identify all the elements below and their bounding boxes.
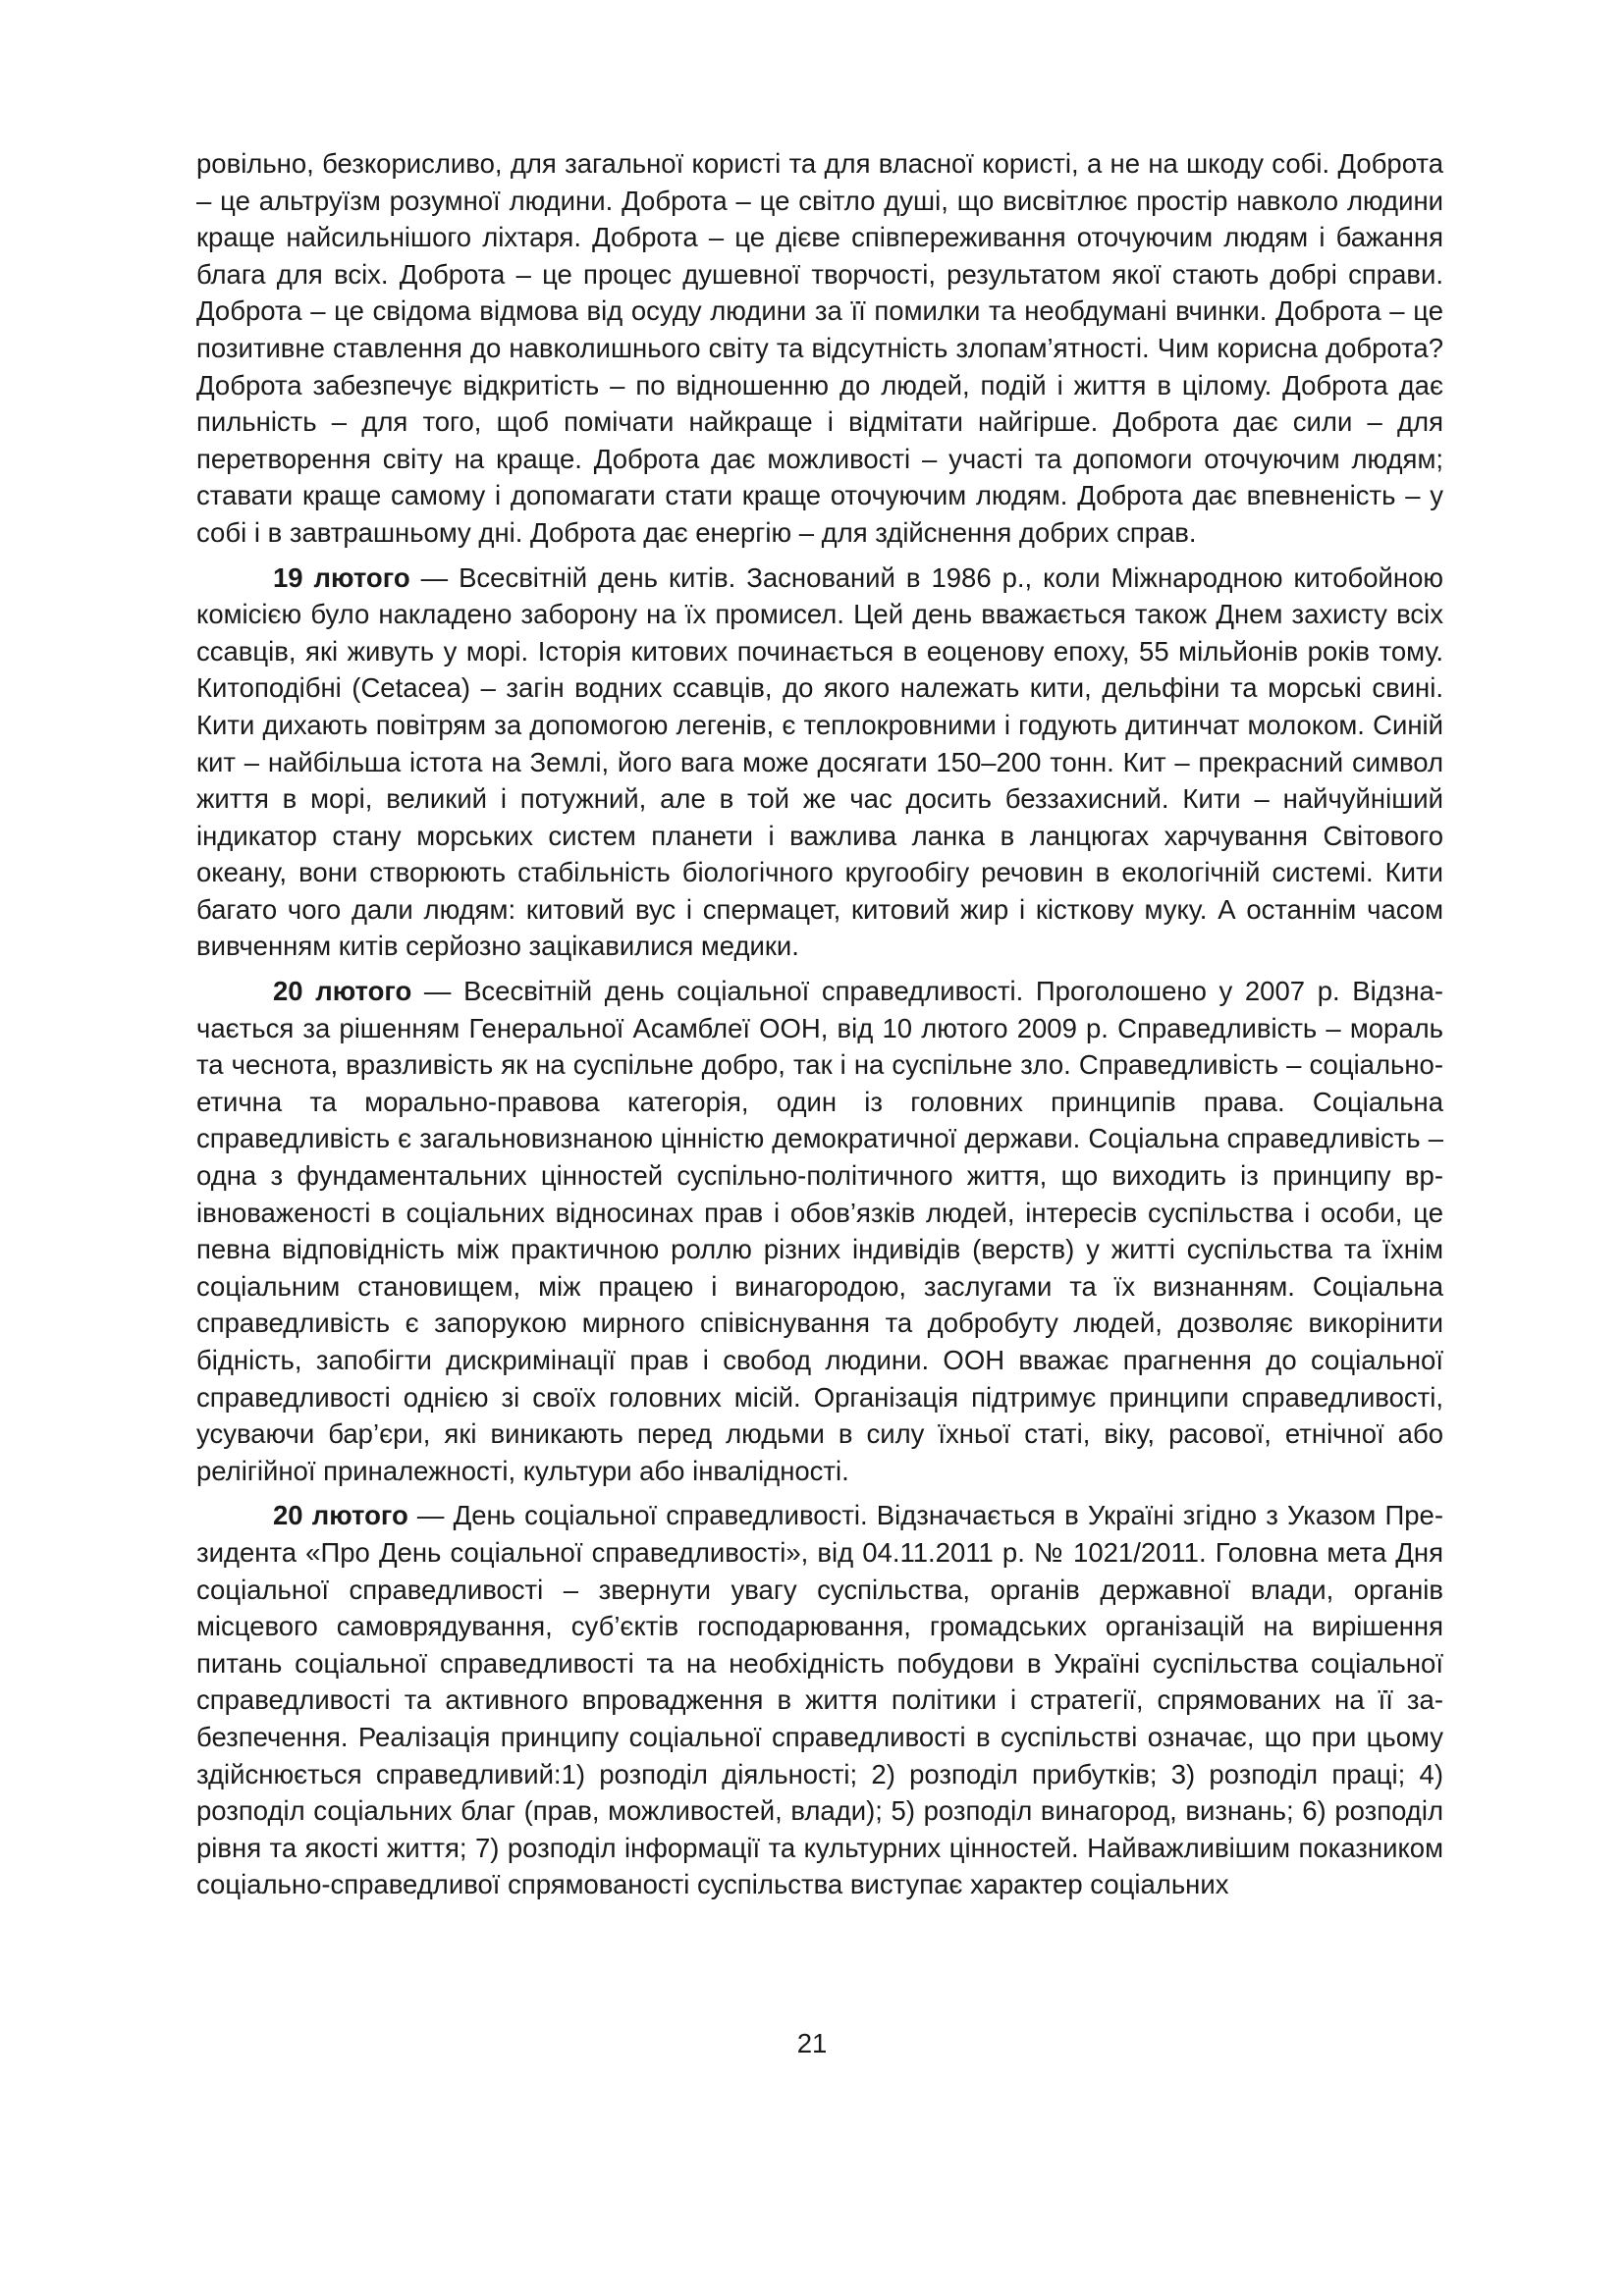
date-separator: — [407, 1500, 454, 1531]
paragraph-text: Всесвітній день китів. Заснований в 1986 р., коли Міжнародною китобойною комісією було накладено заборону на їх промисел. Цей день вважається також Днем захисту всіх ссавців, які живуть у морі. Історія китових починається в еоценову епоху, 55 мільйонів років тому. Китоподібні (Cetacea) – загін водних ссавців, до якого належать кити, дельфіни та морські свині. Кити дихають повітрям за допомогою легенів, є теплокровними і годують дитинчат молоком. Синій кит – найбільша істота на Землі, його вага може досягати 150–200 тонн. Кит – прекрасний символ життя в морі, великий і потужний, але в той же час досить беззахисний. Кити – найчуйніший індикатор стану морських систем планети і важлива ланка в ланцюгах харчування Світового океану, вони створюють стабільність біологічного кругообігу речовин в екологічній системі. Кити багато чого дали людям: китовий вус і спермацет, китовий жир і кісткову муку. А останнім часом вивченням китів серйозно зацікавилися медики. [196, 561, 1444, 962]
page-body [196, 145, 1443, 1903]
paragraph-ukraine-social-justice-day [196, 1497, 1443, 1903]
paragraph-date: 19 лютого [273, 561, 410, 593]
paragraph-date: 20 лютого [273, 1500, 408, 1531]
date-separator: — [409, 561, 460, 593]
page-number: 21 [796, 2028, 828, 2058]
date-separator: — [411, 976, 464, 1007]
paragraph-text: Всесвітній день соціальної справедливості. Проголошено у 2007 р. Відзначається за рішенням Генеральної Асамблеї ООН, від 10 лютого 2009 р. Справедливість – мораль та чеснота, вразливість як на суспільне добро, так і на суспільне зло. Справедливість – соціально-етична та морально-правова категорія, один із головних принципів права. Соціальна справедливість є загальновизнаною цінністю демократичної держави. Соціальна справедливість – одна з фундаментальних цінностей суспільно-політичного життя, що виходить із принципу врівноваженості в соціальних відносинах прав і обов’язків людей, інтересів суспільства і особи, це певна відповідність між практичною роллю різних індивідів (верств) у житті суспільства та їхнім соціальним становищем, між працею і винагородою, заслугами та їх визнанням. Соціальна справедливість є запорукою мирного співіснування та добробуту людей, дозволяє викорінити бідність, запобігти дискримінації прав і свобод людини. ООН вважає прагнення до соціальної справедливості однією зі своїх головних місій. Організація підтримує принципи справедливості, усуваючи бар’єри, які виникають перед людьми в силу їхньої статі, віку, расової, етнічної або релігійної приналежності, культури або інвалідності. [196, 976, 1444, 1486]
paragraph-text: День соціальної справедливості. Відзначається в Україні згідно з Указом Президента «Про День соціальної справедливості», від 04.11.2011 р. № 1021/2011. Головна мета Дня соціальної справедливості – звернути увагу суспільства, органів державної влади, органів місцевого самоврядування, суб’єктів господарювання, громадських організацій на вирішення питань соціальної справедливості та на необхідність побудови в Україні суспільства соціальної справедливості та активного впровадження в життя політики і стратегії, спрямованих на її забезпечення. Реалізація принципу соціальної справедливості в суспільстві означає, що при цьому здійснюється справедливий:1) розподіл діяльності; 2) розподіл прибутків; 3) розподіл праці; 4) розподіл соціальних благ (прав, можливостей, влади); 5) розподіл винагород, визнань; 6) розподіл рівня та якості життя; 7) розподіл інформації та культурних цінностей. Найважливішим показником соціально-справедливої спрямованості суспільства виступає характер соціальних [196, 1500, 1443, 1900]
paragraph-date: 20 лютого [273, 976, 412, 1007]
paragraph-whales-day [196, 560, 1443, 966]
paragraph-text: ровільно, безкорисливо, для загальної користі та для власної користі, а не на шкоду собі. Доброта – це альтруїзм розумної людини. Доброта – це світло душі, що висвітлює простір навколо людини краще найсильнішого ліхтаря. Доброта – це дієве співпереживання оточуючим людям і бажання блага для всіх. Доброта – це процес душевної творчості, результатом якої стають добрі справи. Доброта – це свідома відмова від осуду людини за її помилки та необдумані вчинки. Доброта – це позитивне ставлення до навколишнього світу та відсутність злопам’ятності. Чим корисна доброта? Доброта забезпечує відкритість – по відношенню до людей, подій і життя в цілому. Доброта дає пильність – для того, щоб помічати найкраще і відмітати найгірше. Доброта дає сили – для перетворення світу на краще. Доброта дає можливості – участі та допомоги оточуючим людям; ставати краще самому і допомагати стати краще оточуючим людям. Доброта дає впевненість – у собі і в завтрашньому дні. Доброта дає енергію – для здійснення добрих справ. [196, 148, 1443, 548]
paragraph-world-social-justice-day [196, 973, 1443, 1489]
paragraph-kindness-continuation [196, 145, 1443, 552]
